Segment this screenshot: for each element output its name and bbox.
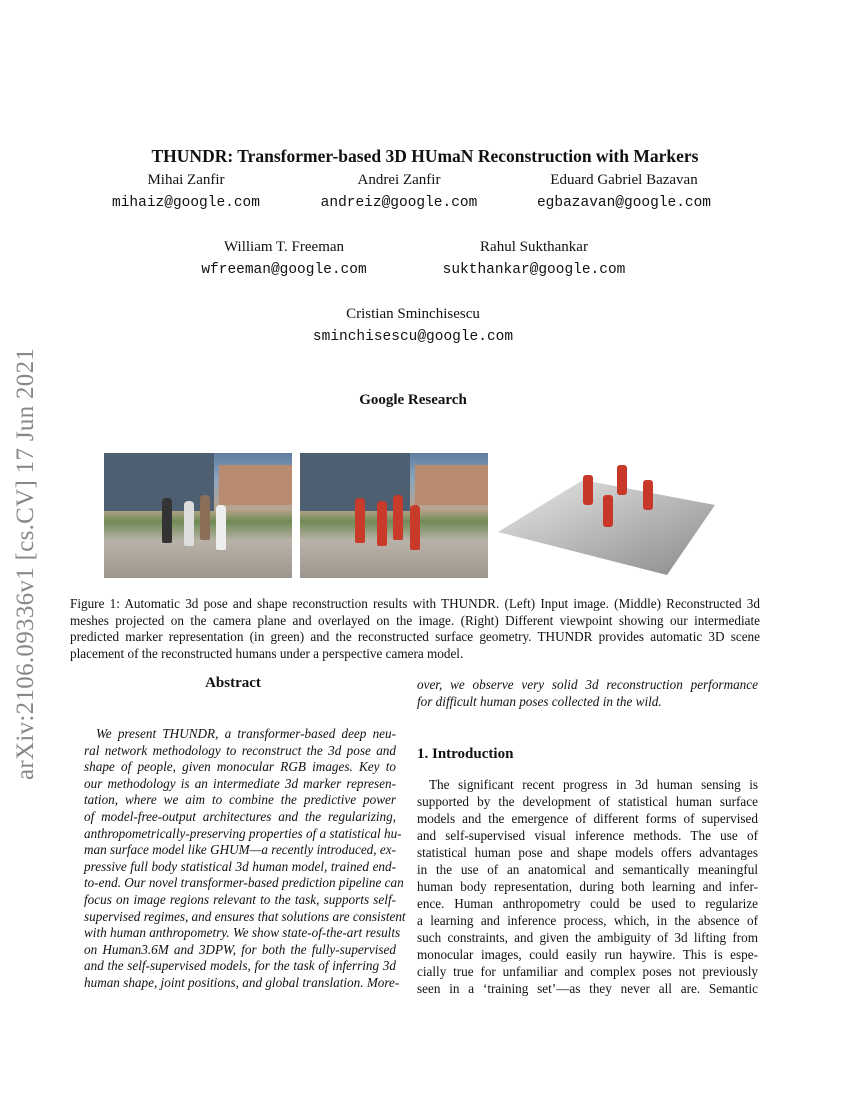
text-line: monocular images, could easily run haywire. This is espe- [417, 947, 758, 962]
affiliation: Google Research [359, 392, 467, 408]
text-line: anthropometrically-preserving properties of a statistical hu- [84, 825, 402, 841]
author-email: sminchisescu@google.com [312, 329, 514, 345]
author-name: Eduard Gabriel Bazavan [550, 172, 698, 188]
text-line: man surface model like GHUM—a recently introduced, ex- [84, 842, 396, 858]
caption-line: meshes projected on the camera plane and overlayed on the image. (Right) Different viewpoint showing our intermediate [70, 612, 760, 628]
text-line: focus on image regions relevant to the task, supports self- [84, 891, 396, 907]
text-line: for difficult human poses collected in the wild. [417, 693, 662, 709]
text-line: We present THUNDR, a transformer-based deep neu- [96, 726, 396, 741]
abstract-heading: Abstract [205, 675, 261, 691]
author-email: andreiz@google.com [320, 195, 478, 211]
caption-line: Figure 1: Automatic 3d pose and shape reconstruction results with THUNDR. (Left) Input image. (Middle) Reconstructed 3d [70, 596, 760, 611]
arxiv-side-label: arXiv:2106.09336v1 [cs.CV] 17 Jun 2021 [12, 347, 39, 780]
text-line: such constraints, and given the ambiguity of 3d lifting from [417, 930, 758, 945]
text-line: over, we observe very solid 3d reconstruction performance [417, 677, 758, 692]
abstract-continuation [417, 677, 758, 710]
abstract-body [84, 726, 406, 992]
text-line: ral network methodology to reconstruct the 3d pose and [84, 742, 396, 758]
author-name: Andrei Zanfir [357, 172, 441, 188]
figure-3d-scene [495, 455, 717, 580]
caption-line: placement of the reconstructed humans under a perspective camera model. [70, 645, 464, 661]
author-email: wfreeman@google.com [201, 262, 367, 278]
text-line: cially true for unfamiliar and complex poses not previously [417, 964, 758, 979]
author-name: William T. Freeman [223, 239, 345, 255]
text-line: human body representation, during both learning and infer- [417, 879, 758, 894]
text-line: ence. Human anthropometry could be used to regularize [417, 896, 758, 911]
text-line: and the self-supervised models, for the task of inferring 3d [84, 958, 396, 974]
figure-input-image [104, 453, 292, 578]
text-line: on Human3.6M and 3DPW, for both the fully-supervised [84, 941, 396, 957]
text-line: statistical human pose and shape models offers advantages [417, 845, 758, 860]
introduction-body [417, 777, 758, 998]
introduction-heading: 1. Introduction [417, 746, 514, 762]
author-email: sukthankar@google.com [442, 262, 626, 278]
text-line: and self-supervised visual inference methods. The use of [417, 828, 758, 843]
figure-overlay-image [300, 453, 488, 578]
text-line: in the use of an anatomical and semantically meaningful [417, 862, 758, 877]
text-line: human shape, joint positions, and global translation. More- [84, 974, 400, 990]
paper-title: THUNDR: Transformer-based 3D HUmaN Reconstruction with Markers [151, 146, 699, 166]
text-line: of model-free-output architectures and the regularizing, [84, 808, 396, 824]
text-line: a learning and inference process, which, in the absence of [417, 913, 758, 928]
text-line: supervised regimes, and ensures that solutions are consistent [84, 908, 406, 924]
text-line: models and the emergence of different forms of supervised [417, 811, 758, 826]
text-line: with human anthropometry. We show state-of-the-art results [84, 925, 401, 941]
author-name: Rahul Sukthankar [480, 239, 588, 255]
text-line: pressive full body statistical 3d human model, trained end- [84, 858, 396, 874]
figure-caption [70, 595, 760, 661]
author-name: Cristian Sminchisescu [346, 306, 480, 322]
text-line: tation, where we aim to combine the predictive power [84, 792, 396, 808]
text-line: The significant recent progress in 3d human sensing is [429, 777, 758, 792]
author-email: egbazavan@google.com [536, 195, 712, 211]
text-line: shape of people, given monocular RGB images. Key to [84, 759, 396, 775]
author-name: Mihai Zanfir [147, 172, 225, 188]
author-email: mihaiz@google.com [112, 195, 260, 211]
text-line: supported by the development of statistical human surface [417, 794, 758, 809]
text-line: our methodology is an intermediate 3d marker represen- [84, 775, 396, 791]
caption-line: predicted marker representation (in green) and the reconstructed surface geometry. THUNDR provides automatic 3D scene [70, 629, 760, 645]
text-line: seen in a ‘training set’—as they never all are. Semantic [417, 981, 758, 996]
text-line: to-end. Our novel transformer-based prediction pipeline can [84, 875, 404, 891]
